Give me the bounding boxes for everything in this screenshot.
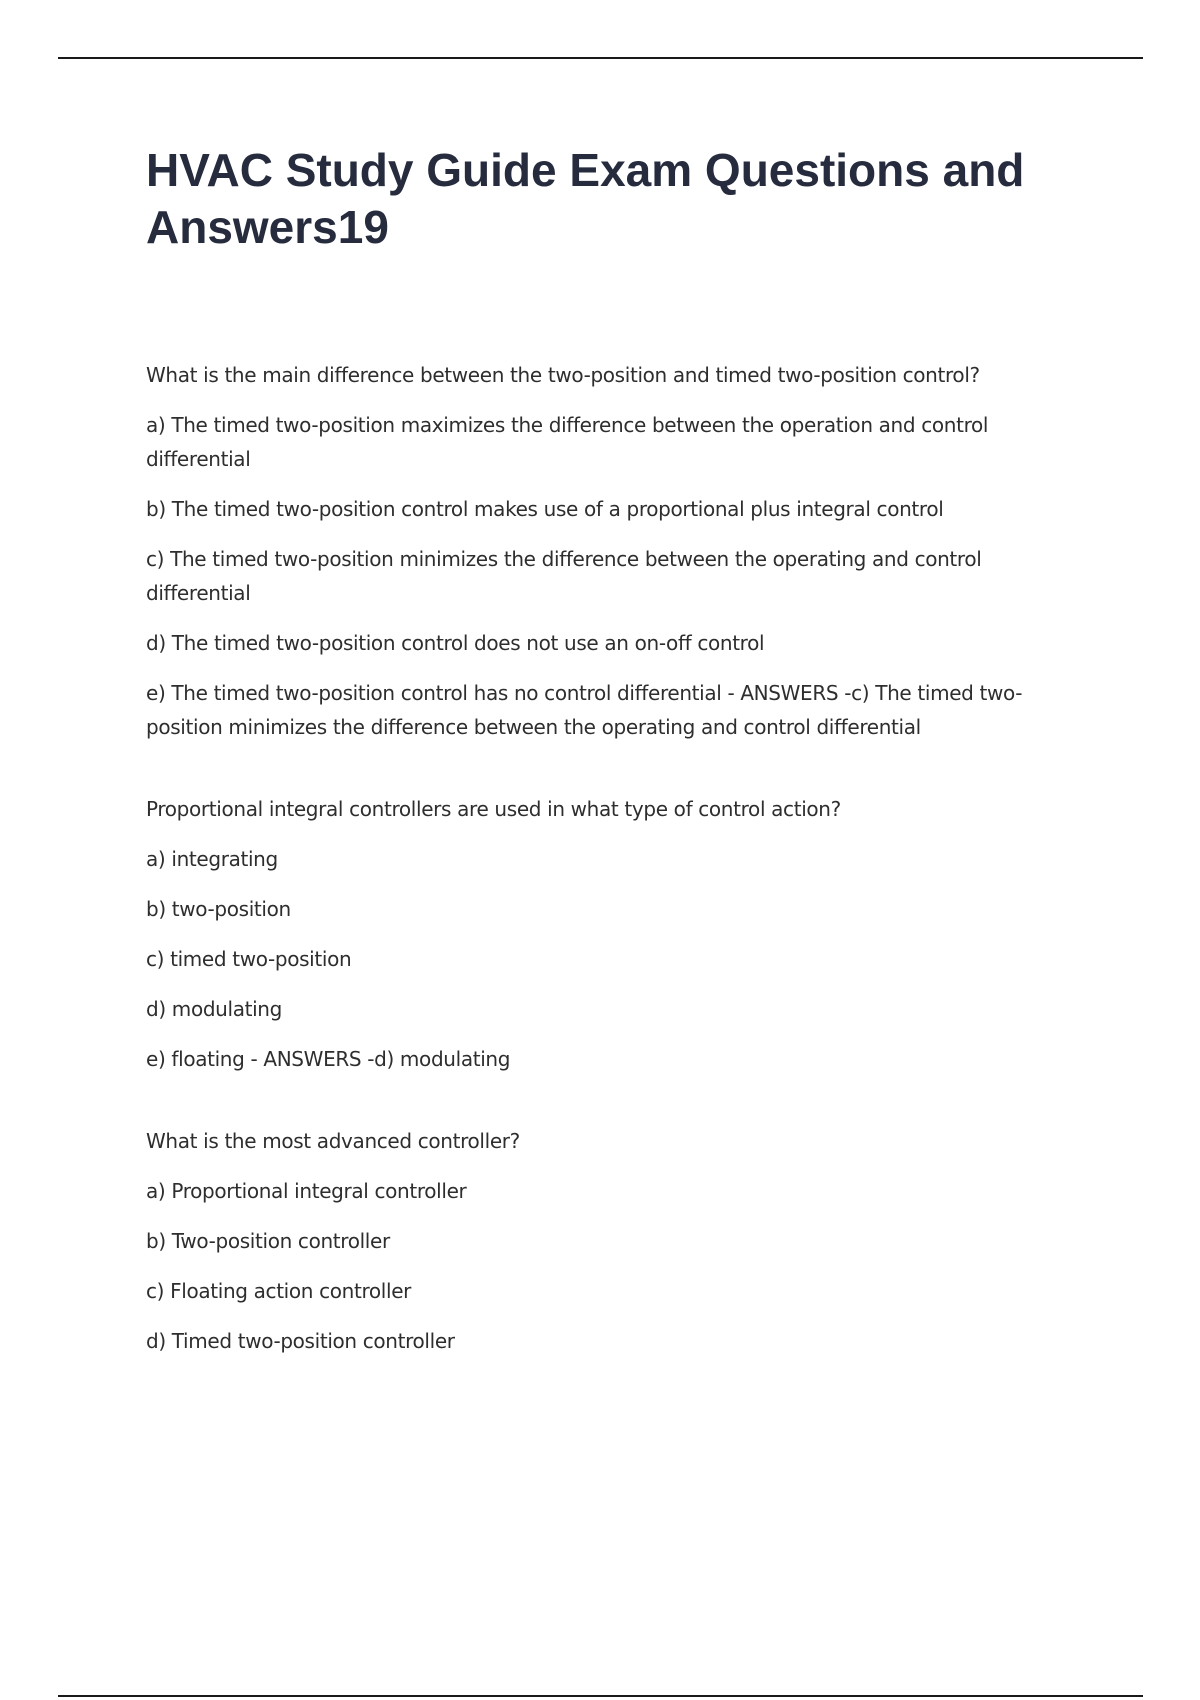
- question-prompt: Proportional integral controllers are used in what type of control action?: [146, 797, 841, 821]
- document-title: HVAC Study Guide Exam Questions and Answers19: [146, 144, 1025, 253]
- question-block-3: [146, 1124, 1046, 1358]
- question-prompt: What is the main difference between the two-position and timed two-position control?: [146, 363, 980, 387]
- answer-option: c) Floating action controller: [146, 1279, 412, 1303]
- answer-option: d) The timed two-position control does not use an on-off control: [146, 631, 765, 655]
- question-prompt: What is the most advanced controller?: [146, 1129, 520, 1153]
- answer-option: c) The timed two-position minimizes the difference between the operating and control differential: [146, 547, 982, 605]
- answer-option-with-key: e) floating - ANSWERS -d) modulating: [146, 1047, 511, 1071]
- answer-option: b) Two-position controller: [146, 1229, 390, 1253]
- question-block-1: [146, 358, 1046, 744]
- question-block-2: [146, 792, 1046, 1076]
- bottom-rule: [58, 1695, 1143, 1697]
- answer-option: a) Proportional integral controller: [146, 1179, 467, 1203]
- answer-option: b) two-position: [146, 897, 291, 921]
- answer-option: d) Timed two-position controller: [146, 1329, 455, 1353]
- answer-option: a) integrating: [146, 847, 278, 871]
- answer-option: d) modulating: [146, 997, 282, 1021]
- answer-option: b) The timed two-position control makes use of a proportional plus integral control: [146, 497, 944, 521]
- answer-option: c) timed two-position: [146, 947, 352, 971]
- question-list: [146, 358, 1046, 1358]
- answer-option-with-key: e) The timed two-position control has no control differential - ANSWERS -c) The timed two-position minimizes the difference between the operating and control differential: [146, 681, 1023, 739]
- top-rule: [58, 57, 1143, 59]
- answer-option: a) The timed two-position maximizes the difference between the operation and control differential: [146, 413, 989, 471]
- document-body: [146, 142, 1046, 1406]
